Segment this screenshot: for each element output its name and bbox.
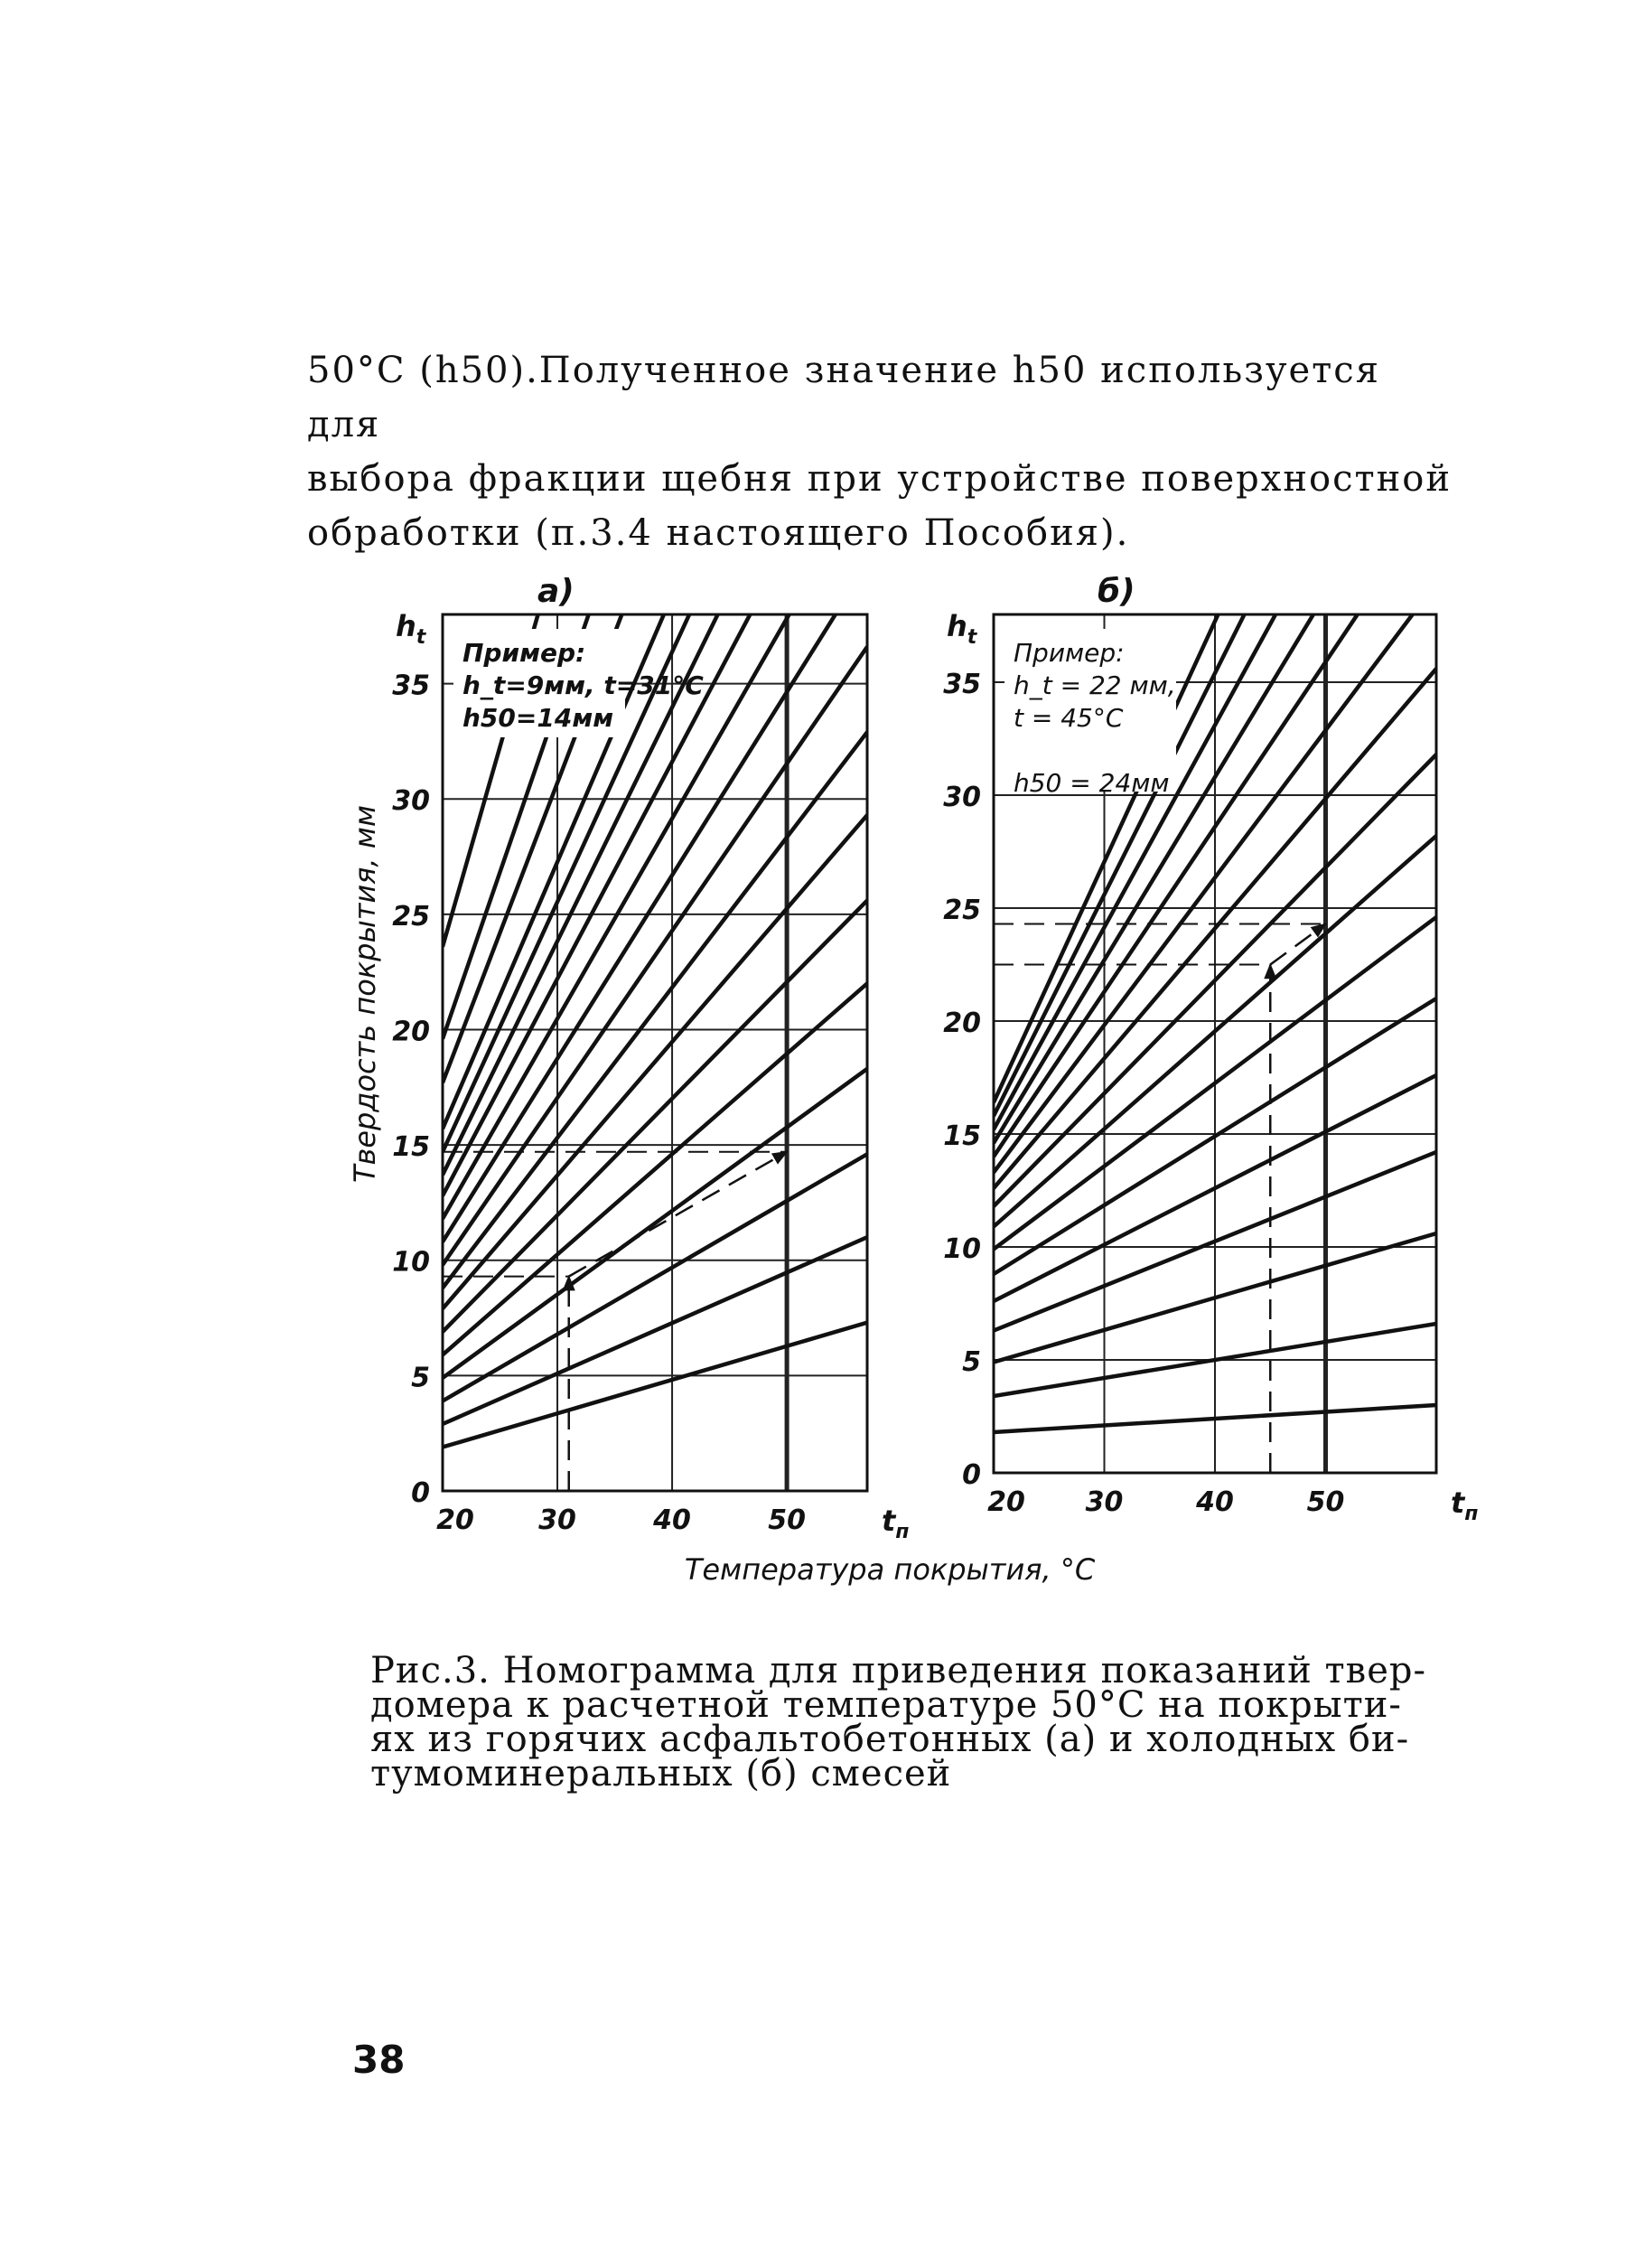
intro-paragraph: 50°С (h50).Полученное значение h50 используется для выбора фракции щебня при устройстве поверхностной обработки (п.3.4 настоящего Пособия). bbox=[307, 350, 1453, 554]
x-tick-label: 20 bbox=[436, 1504, 474, 1536]
page-number: 38 bbox=[352, 2038, 406, 2082]
series-line bbox=[443, 393, 867, 1195]
y-tick-label: 20 bbox=[392, 1016, 430, 1048]
y-tick-label: 10 bbox=[392, 1246, 430, 1279]
y-tick-label: 0 bbox=[962, 1459, 981, 1491]
x-axis-symbol: $t_п$ bbox=[882, 1504, 910, 1543]
example-title: Пример: bbox=[462, 638, 586, 668]
chart-panel-b bbox=[943, 140, 1478, 1525]
y-tick-label: 30 bbox=[943, 782, 981, 813]
series-line bbox=[443, 815, 867, 1308]
example-line3: h50 = 24мм bbox=[1014, 768, 1170, 798]
x-tick-label: 20 bbox=[987, 1486, 1025, 1518]
x-axis-symbol: $t_п$ bbox=[1451, 1485, 1479, 1525]
series-line bbox=[443, 0, 867, 1039]
series-line bbox=[443, 1154, 867, 1401]
y-tick-label: 20 bbox=[943, 1007, 981, 1039]
series-group bbox=[443, 0, 867, 1491]
x-axis-symbol-subscript: п bbox=[1464, 1503, 1479, 1525]
y-axis-symbol: $h_t$ bbox=[396, 609, 426, 649]
series-line bbox=[443, 1323, 867, 1448]
series-line bbox=[443, 0, 867, 947]
x-tick-label: 50 bbox=[1306, 1486, 1345, 1518]
x-tick-label: 40 bbox=[653, 1504, 691, 1536]
y-tick-label: 30 bbox=[392, 785, 430, 818]
x-tick-label: 50 bbox=[768, 1504, 806, 1536]
shared-x-axis-title: Температура покрытия, °С bbox=[684, 1552, 1096, 1587]
y-axis-symbol-subscript: t bbox=[416, 626, 426, 649]
chart-panel-a bbox=[392, 0, 909, 1543]
example-line2: t = 45°С bbox=[1014, 703, 1124, 733]
example-line1: h_t=9мм, t=31°С bbox=[462, 670, 704, 700]
x-tick-label: 30 bbox=[1085, 1486, 1124, 1518]
y-axis-symbol: $h_t$ bbox=[947, 609, 977, 649]
example-line2: h50=14мм bbox=[462, 703, 614, 733]
shared-y-axis-title: Твердость покрытия, мм bbox=[348, 804, 382, 1184]
y-tick-label: 25 bbox=[943, 895, 981, 926]
example-title: Пример: bbox=[1014, 638, 1125, 668]
y-axis-symbol-subscript: t bbox=[967, 626, 977, 649]
series-line bbox=[443, 0, 867, 1082]
y-tick-label: 25 bbox=[392, 900, 430, 933]
x-tick-label: 40 bbox=[1196, 1486, 1234, 1518]
y-tick-label: 5 bbox=[962, 1346, 981, 1378]
y-tick-label: 10 bbox=[943, 1233, 981, 1265]
y-tick-label: 0 bbox=[411, 1477, 430, 1509]
y-tick-label: 5 bbox=[411, 1362, 430, 1394]
y-tick-label: 15 bbox=[943, 1120, 981, 1152]
y-tick-label: 15 bbox=[392, 1131, 430, 1164]
panel-label: б) bbox=[1098, 573, 1135, 610]
y-tick-label: 35 bbox=[392, 670, 430, 702]
x-tick-label: 30 bbox=[538, 1504, 576, 1536]
panel-label: а) bbox=[537, 573, 575, 610]
figure-caption: Рис.3. Номограмма для приведения показаний твер- домера к расчетной температуре 50°С на покрыти- ях из горячих асфальтобетонных (а) и холодных би- тумоминеральных (б) смесей bbox=[370, 1650, 1426, 1795]
y-tick-label: 35 bbox=[943, 669, 981, 700]
x-axis-symbol-subscript: п bbox=[895, 1521, 910, 1543]
example-line1: h_t = 22 мм, bbox=[1014, 670, 1176, 700]
